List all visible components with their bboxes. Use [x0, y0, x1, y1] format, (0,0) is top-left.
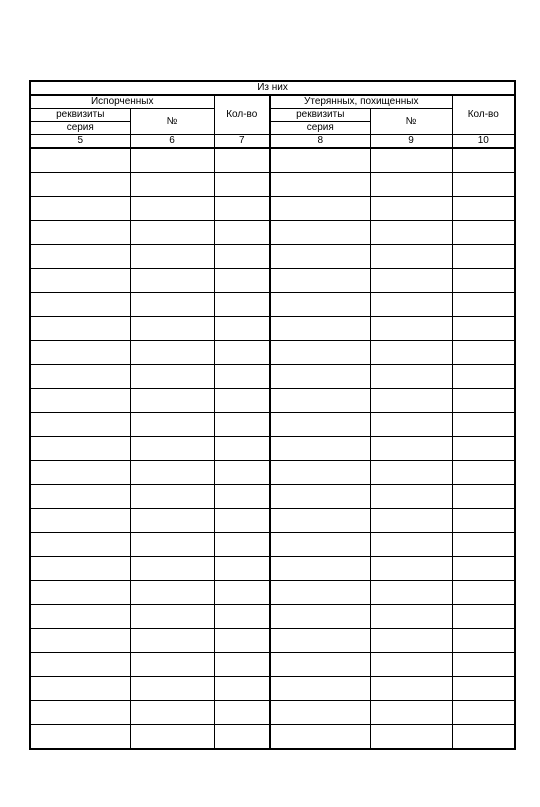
table-cell[interactable] [370, 581, 452, 605]
table-cell[interactable] [370, 509, 452, 533]
table-cell[interactable] [452, 653, 515, 677]
table-cell[interactable] [30, 173, 130, 197]
table-cell[interactable] [214, 629, 270, 653]
table-cell[interactable] [30, 701, 130, 725]
table-cell[interactable] [370, 461, 452, 485]
table-cell[interactable] [270, 413, 370, 437]
table-row [30, 653, 515, 677]
column-number: 9 [370, 135, 452, 149]
table-cell[interactable] [370, 293, 452, 317]
table-row [30, 485, 515, 509]
table-cell[interactable] [370, 317, 452, 341]
table-cell[interactable] [270, 629, 370, 653]
table-cell[interactable] [30, 413, 130, 437]
table-cell[interactable] [270, 533, 370, 557]
table-cell[interactable] [270, 221, 370, 245]
table-cell[interactable] [370, 605, 452, 629]
table-cell[interactable] [270, 173, 370, 197]
form-table [29, 80, 516, 750]
table-cell[interactable] [452, 725, 515, 750]
table-cell[interactable] [130, 629, 214, 653]
table-cell[interactable] [214, 533, 270, 557]
table-cell[interactable] [30, 485, 130, 509]
table-cell[interactable] [130, 437, 214, 461]
spoiled-quantity-header: Кол-во [214, 95, 270, 135]
table-cell[interactable] [130, 293, 214, 317]
lost-quantity-header: Кол-во [452, 95, 515, 135]
spoiled-details-header: реквизиты [30, 109, 130, 122]
table-cell[interactable] [214, 221, 270, 245]
table-cell[interactable] [214, 197, 270, 221]
spoiled-header: Испорченных [30, 95, 214, 109]
table-cell[interactable] [370, 221, 452, 245]
table-cell[interactable] [130, 317, 214, 341]
table-cell[interactable] [370, 197, 452, 221]
column-number: 8 [270, 135, 370, 149]
table-cell[interactable] [370, 653, 452, 677]
table-cell[interactable] [214, 365, 270, 389]
table-row [30, 509, 515, 533]
table-row [30, 341, 515, 365]
table-cell[interactable] [130, 269, 214, 293]
column-number: 10 [452, 135, 515, 149]
table-row [30, 221, 515, 245]
table-cell[interactable] [30, 461, 130, 485]
table-cell[interactable] [130, 557, 214, 581]
table-cell[interactable] [130, 581, 214, 605]
table-cell[interactable] [130, 221, 214, 245]
table-cell[interactable] [370, 269, 452, 293]
table-cell[interactable] [452, 341, 515, 365]
table-row [30, 461, 515, 485]
table-cell[interactable] [270, 701, 370, 725]
table-row [30, 389, 515, 413]
table-cell[interactable] [452, 461, 515, 485]
table-row [30, 148, 515, 173]
table-cell[interactable] [130, 701, 214, 725]
table-cell[interactable] [30, 677, 130, 701]
table-cell[interactable] [270, 389, 370, 413]
table-cell[interactable] [214, 389, 270, 413]
table-cell[interactable] [270, 341, 370, 365]
table-row [30, 557, 515, 581]
spoiled-series-header: серия [30, 122, 130, 135]
lost-number-header: № [370, 109, 452, 135]
table-cell[interactable] [214, 509, 270, 533]
table-cell[interactable] [270, 317, 370, 341]
table-cell[interactable] [30, 437, 130, 461]
table-cell[interactable] [30, 341, 130, 365]
table-cell[interactable] [130, 173, 214, 197]
table-cell[interactable] [30, 581, 130, 605]
table-cell[interactable] [270, 557, 370, 581]
table-row [30, 629, 515, 653]
table-cell[interactable] [130, 148, 214, 173]
table-cell[interactable] [370, 701, 452, 725]
table-row [30, 197, 515, 221]
table-cell[interactable] [270, 437, 370, 461]
column-number: 6 [130, 135, 214, 149]
table-cell[interactable] [214, 341, 270, 365]
table-cell[interactable] [452, 173, 515, 197]
table-cell[interactable] [130, 413, 214, 437]
table-cell[interactable] [370, 533, 452, 557]
table-cell[interactable] [452, 269, 515, 293]
table-cell[interactable] [452, 557, 515, 581]
table-cell[interactable] [452, 677, 515, 701]
table-cell[interactable] [30, 317, 130, 341]
table-cell[interactable] [130, 725, 214, 750]
table-cell[interactable] [452, 509, 515, 533]
table-cell[interactable] [370, 173, 452, 197]
table-cell[interactable] [370, 629, 452, 653]
table-cell[interactable] [452, 197, 515, 221]
table-cell[interactable] [270, 365, 370, 389]
table-cell[interactable] [370, 389, 452, 413]
table-cell[interactable] [130, 509, 214, 533]
table-row [30, 581, 515, 605]
table-cell[interactable] [130, 605, 214, 629]
table-row [30, 173, 515, 197]
table-cell[interactable] [30, 197, 130, 221]
table-cell[interactable] [452, 701, 515, 725]
table-cell[interactable] [370, 725, 452, 750]
table-cell[interactable] [130, 533, 214, 557]
table-cell[interactable] [214, 413, 270, 437]
table-cell[interactable] [214, 317, 270, 341]
table-cell[interactable] [270, 677, 370, 701]
table-cell[interactable] [214, 677, 270, 701]
table-cell[interactable] [270, 485, 370, 509]
table-cell[interactable] [214, 269, 270, 293]
table-cell[interactable] [30, 725, 130, 750]
table-cell[interactable] [214, 293, 270, 317]
table-cell[interactable] [452, 245, 515, 269]
table-cell[interactable] [452, 221, 515, 245]
table-cell[interactable] [214, 461, 270, 485]
table-cell[interactable] [214, 581, 270, 605]
table-cell[interactable] [30, 221, 130, 245]
table-row [30, 293, 515, 317]
table-cell[interactable] [370, 413, 452, 437]
table-row [30, 317, 515, 341]
table-cell[interactable] [214, 725, 270, 750]
table-cell[interactable] [452, 148, 515, 173]
table-cell[interactable] [30, 389, 130, 413]
table-cell[interactable] [452, 605, 515, 629]
table-cell[interactable] [452, 437, 515, 461]
table-cell[interactable] [370, 677, 452, 701]
table-row [30, 701, 515, 725]
table-cell[interactable] [452, 389, 515, 413]
table-cell[interactable] [30, 293, 130, 317]
table-cell[interactable] [30, 269, 130, 293]
table-row [30, 245, 515, 269]
table-cell[interactable] [30, 509, 130, 533]
spoiled-number-header: № [130, 109, 214, 135]
table-cell[interactable] [30, 557, 130, 581]
table-cell[interactable] [452, 413, 515, 437]
table-cell[interactable] [30, 533, 130, 557]
table-cell[interactable] [370, 365, 452, 389]
table-cell[interactable] [270, 461, 370, 485]
table-cell[interactable] [452, 485, 515, 509]
table-cell[interactable] [214, 173, 270, 197]
table-cell[interactable] [214, 245, 270, 269]
table-cell[interactable] [452, 581, 515, 605]
table-cell[interactable] [130, 485, 214, 509]
table-cell[interactable] [452, 629, 515, 653]
table-cell[interactable] [370, 557, 452, 581]
column-number: 7 [214, 135, 270, 149]
table-row [30, 365, 515, 389]
lost-series-header: серия [270, 122, 370, 135]
table-cell[interactable] [270, 581, 370, 605]
table-cell[interactable] [214, 557, 270, 581]
table-cell[interactable] [214, 605, 270, 629]
table-cell[interactable] [270, 148, 370, 173]
table-cell[interactable] [452, 317, 515, 341]
table-cell[interactable] [130, 653, 214, 677]
table-cell[interactable] [214, 437, 270, 461]
table-cell[interactable] [130, 677, 214, 701]
table-cell[interactable] [270, 725, 370, 750]
table-row [30, 413, 515, 437]
table-cell[interactable] [30, 245, 130, 269]
table-cell[interactable] [452, 533, 515, 557]
table-cell[interactable] [130, 461, 214, 485]
column-number: 5 [30, 135, 130, 149]
table-cell[interactable] [214, 701, 270, 725]
table-cell[interactable] [130, 341, 214, 365]
table-row [30, 437, 515, 461]
table-cell[interactable] [30, 605, 130, 629]
column-number-row [30, 135, 515, 149]
table-cell[interactable] [452, 293, 515, 317]
table-cell[interactable] [270, 293, 370, 317]
table-cell[interactable] [30, 629, 130, 653]
table-row [30, 533, 515, 557]
table-cell[interactable] [30, 365, 130, 389]
table-cell[interactable] [270, 653, 370, 677]
table-cell[interactable] [370, 437, 452, 461]
table-cell[interactable] [214, 485, 270, 509]
table-title: Из них [30, 81, 515, 95]
table-row [30, 269, 515, 293]
table-cell[interactable] [30, 148, 130, 173]
table-cell[interactable] [270, 269, 370, 293]
table-row [30, 677, 515, 701]
table-cell[interactable] [370, 245, 452, 269]
table-row [30, 605, 515, 629]
table-cell[interactable] [130, 197, 214, 221]
table-cell[interactable] [270, 245, 370, 269]
table-cell[interactable] [214, 148, 270, 173]
table-cell[interactable] [270, 509, 370, 533]
table-cell[interactable] [370, 485, 452, 509]
table-cell[interactable] [370, 341, 452, 365]
table-cell[interactable] [130, 245, 214, 269]
lost-details-header: реквизиты [270, 109, 370, 122]
table-cell[interactable] [452, 365, 515, 389]
table-cell[interactable] [270, 605, 370, 629]
table-row [30, 725, 515, 750]
table-cell[interactable] [370, 148, 452, 173]
lost-header: Утерянных, похищенных [270, 95, 452, 109]
table-cell[interactable] [214, 653, 270, 677]
table-cell[interactable] [270, 197, 370, 221]
table-cell[interactable] [130, 389, 214, 413]
table-cell[interactable] [130, 365, 214, 389]
table-cell[interactable] [30, 653, 130, 677]
